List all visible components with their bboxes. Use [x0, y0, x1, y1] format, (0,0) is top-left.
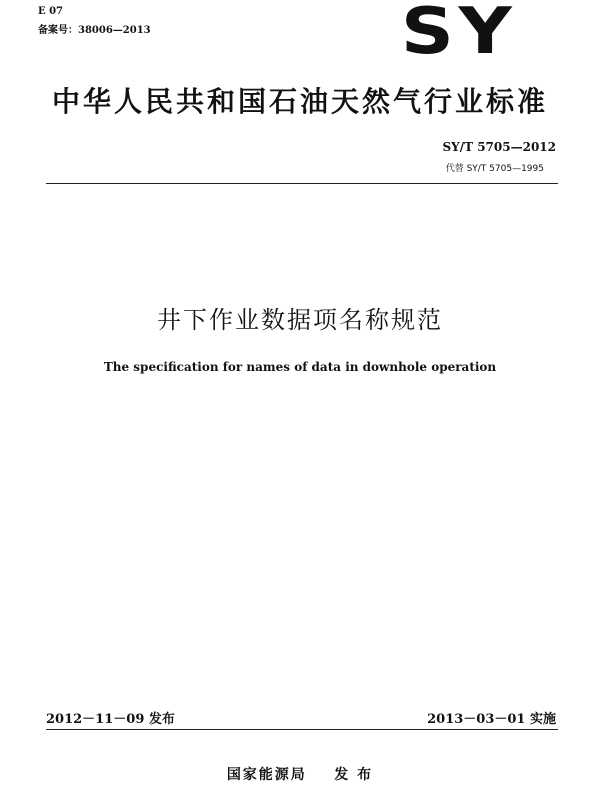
top-divider [46, 183, 558, 184]
record-number: 备案号：38006—2013 [38, 25, 151, 36]
organization-heading: 中华人民共和国石油天然气行业标准 [51, 85, 548, 118]
implementation-date: 2013－03－01 实施 [427, 712, 556, 727]
classification-code: E 07 [38, 6, 64, 17]
publisher: 国家能源局 发 布 [226, 767, 374, 783]
standard-number: SY/T 5705—2012 [442, 140, 556, 154]
issue-date: 2012－11－09 发布 [46, 712, 175, 727]
document-title-chinese: 井下作业数据项名称规范 [157, 306, 443, 334]
bottom-divider [46, 729, 558, 730]
replaces-standard: 代替 SY/T 5705—1995 [445, 164, 544, 174]
document-title-english: The specification for names of data in downhole operation [103, 360, 497, 374]
sy-logo: SY [400, 0, 516, 69]
